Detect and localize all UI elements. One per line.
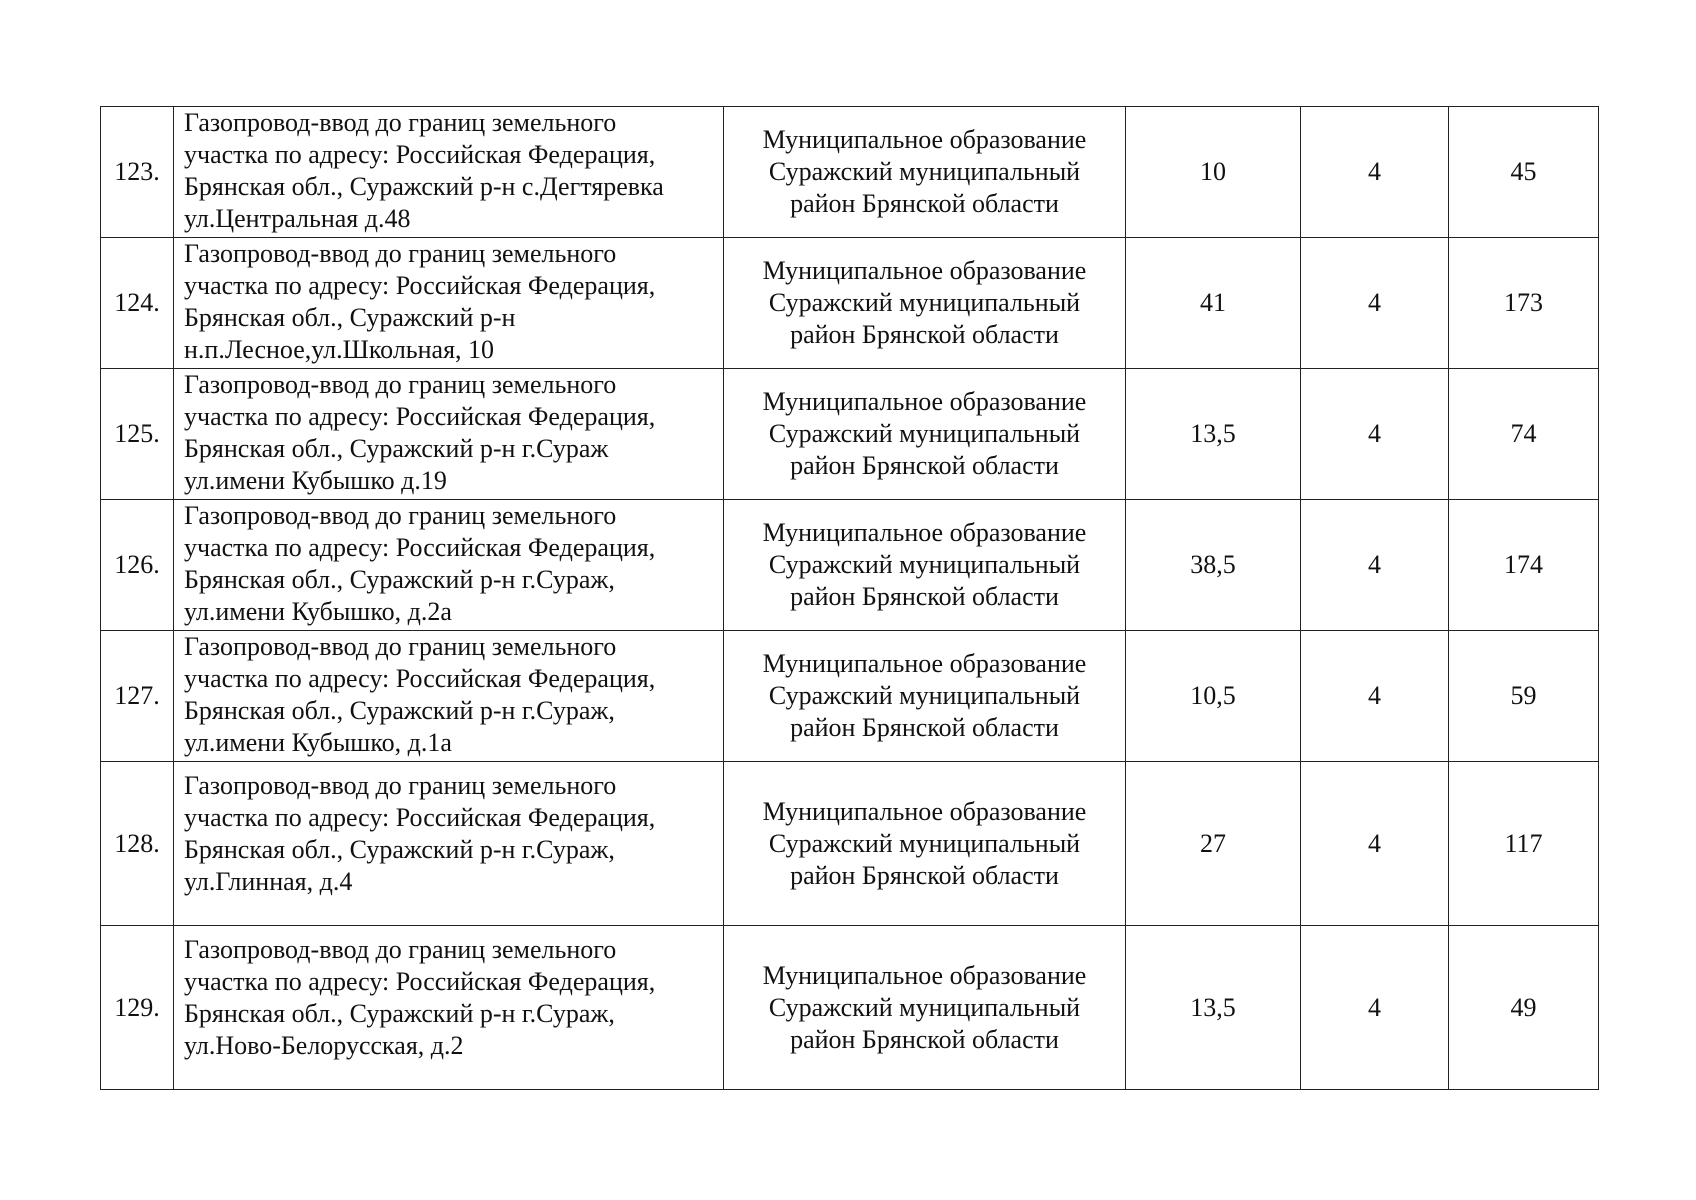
table-row xyxy=(101,926,1599,1090)
description-line: Газопровод-ввод до границ земельного xyxy=(184,632,617,661)
table-row xyxy=(101,369,1599,500)
owner-line: Суражский муниципальный xyxy=(768,288,1081,317)
registry-table xyxy=(100,106,1599,1090)
owner-line: район Брянской области xyxy=(790,320,1059,349)
owner-line: Суражский муниципальный xyxy=(768,681,1081,710)
description-line: участка по адресу: Российская Федерация, xyxy=(184,271,656,300)
description-line: участка по адресу: Российская Федерация, xyxy=(184,533,656,562)
description-line: ул.Центральная д.48 xyxy=(184,204,411,233)
owner-line: Суражский муниципальный xyxy=(768,828,1081,858)
description-line: ул.Глинная, д.4 xyxy=(184,867,353,896)
owner-cell xyxy=(724,926,1126,1090)
row-number: 124. xyxy=(101,238,174,369)
owner-line: район Брянской области xyxy=(790,713,1059,742)
row-number: 128. xyxy=(101,762,174,926)
description-line: Газопровод-ввод до границ земельного xyxy=(184,771,617,800)
description-line: ул.имени Кубышко, д.1а xyxy=(184,728,452,757)
description-line: ул.Ново-Белорусская, д.2 xyxy=(184,1031,464,1060)
description-line: Газопровод-ввод до границ земельного xyxy=(184,370,617,399)
description-line: участка по адресу: Российская Федерация, xyxy=(184,967,656,996)
owner-cell xyxy=(724,762,1126,926)
owner-line: Суражский муниципальный xyxy=(768,992,1081,1022)
value-cell-2: 4 xyxy=(1301,238,1449,369)
owner-line: район Брянской области xyxy=(790,189,1059,218)
description-line: Газопровод-ввод до границ земельного xyxy=(184,501,617,530)
owner-cell xyxy=(724,631,1126,762)
owner-cell xyxy=(724,369,1126,500)
owner-line: Муниципальное образование xyxy=(762,256,1087,285)
value-cell-3: 59 xyxy=(1449,631,1599,762)
value-cell-2: 4 xyxy=(1301,926,1449,1090)
row-number: 129. xyxy=(101,926,174,1090)
table-row xyxy=(101,238,1599,369)
row-number: 126. xyxy=(101,500,174,631)
owner-line: район Брянской области xyxy=(790,860,1059,890)
owner-line: Муниципальное образование xyxy=(762,125,1087,154)
owner-line: Муниципальное образование xyxy=(762,518,1087,547)
description-line: Брянская обл., Суражский р-н г.Сураж, xyxy=(184,835,615,864)
value-cell-1: 27 xyxy=(1126,762,1301,926)
description-line: участка по адресу: Российская Федерация, xyxy=(184,803,656,832)
description-line: участка по адресу: Российская Федерация, xyxy=(184,140,656,169)
object-description xyxy=(174,369,724,500)
description-line: Брянская обл., Суражский р-н г.Сураж xyxy=(184,434,609,463)
description-line: ул.имени Кубышко, д.2а xyxy=(184,597,452,626)
owner-line: Суражский муниципальный xyxy=(768,419,1081,448)
value-cell-3: 173 xyxy=(1449,238,1599,369)
row-number: 127. xyxy=(101,631,174,762)
value-cell-3: 174 xyxy=(1449,500,1599,631)
row-number: 125. xyxy=(101,369,174,500)
value-cell-2: 4 xyxy=(1301,500,1449,631)
description-line: Брянская обл., Суражский р-н г.Сураж, xyxy=(184,999,615,1028)
owner-line: район Брянской области xyxy=(790,451,1059,480)
description-line: н.п.Лесное,ул.Школьная, 10 xyxy=(184,335,495,364)
description-line: Газопровод-ввод до границ земельного xyxy=(184,108,617,137)
owner-line: Муниципальное образование xyxy=(762,796,1087,826)
description-line: Брянская обл., Суражский р-н г.Сураж, xyxy=(184,565,615,594)
owner-line: Муниципальное образование xyxy=(762,649,1087,678)
owner-line: Муниципальное образование xyxy=(762,960,1087,990)
value-cell-1: 10,5 xyxy=(1126,631,1301,762)
object-description xyxy=(174,762,724,926)
object-description xyxy=(174,631,724,762)
object-description xyxy=(174,238,724,369)
owner-cell xyxy=(724,107,1126,238)
value-cell-3: 74 xyxy=(1449,369,1599,500)
table-row xyxy=(101,500,1599,631)
object-description xyxy=(174,500,724,631)
row-number: 123. xyxy=(101,107,174,238)
description-line: ул.имени Кубышко д.19 xyxy=(184,466,447,495)
value-cell-1: 10 xyxy=(1126,107,1301,238)
value-cell-2: 4 xyxy=(1301,631,1449,762)
value-cell-2: 4 xyxy=(1301,369,1449,500)
object-description xyxy=(174,107,724,238)
value-cell-1: 13,5 xyxy=(1126,369,1301,500)
owner-line: Суражский муниципальный xyxy=(768,550,1081,579)
value-cell-1: 13,5 xyxy=(1126,926,1301,1090)
owner-line: Суражский муниципальный xyxy=(768,157,1081,186)
owner-cell xyxy=(724,238,1126,369)
value-cell-3: 117 xyxy=(1449,762,1599,926)
description-line: Брянская обл., Суражский р-н xyxy=(184,303,516,332)
value-cell-3: 49 xyxy=(1449,926,1599,1090)
table-row xyxy=(101,107,1599,238)
value-cell-2: 4 xyxy=(1301,107,1449,238)
owner-line: район Брянской области xyxy=(790,1024,1059,1054)
owner-line: район Брянской области xyxy=(790,582,1059,611)
owner-cell xyxy=(724,500,1126,631)
description-line: Газопровод-ввод до границ земельного xyxy=(184,239,617,268)
table-row xyxy=(101,631,1599,762)
description-line: Газопровод-ввод до границ земельного xyxy=(184,935,617,964)
value-cell-2: 4 xyxy=(1301,762,1449,926)
value-cell-1: 38,5 xyxy=(1126,500,1301,631)
description-line: участка по адресу: Российская Федерация, xyxy=(184,664,656,693)
description-line: участка по адресу: Российская Федерация, xyxy=(184,402,656,431)
description-line: Брянская обл., Суражский р-н г.Сураж, xyxy=(184,696,615,725)
description-line: Брянская обл., Суражский р-н с.Дегтяревка xyxy=(184,172,664,201)
owner-line: Муниципальное образование xyxy=(762,387,1087,416)
value-cell-1: 41 xyxy=(1126,238,1301,369)
table-row xyxy=(101,762,1599,926)
value-cell-3: 45 xyxy=(1449,107,1599,238)
object-description xyxy=(174,926,724,1090)
